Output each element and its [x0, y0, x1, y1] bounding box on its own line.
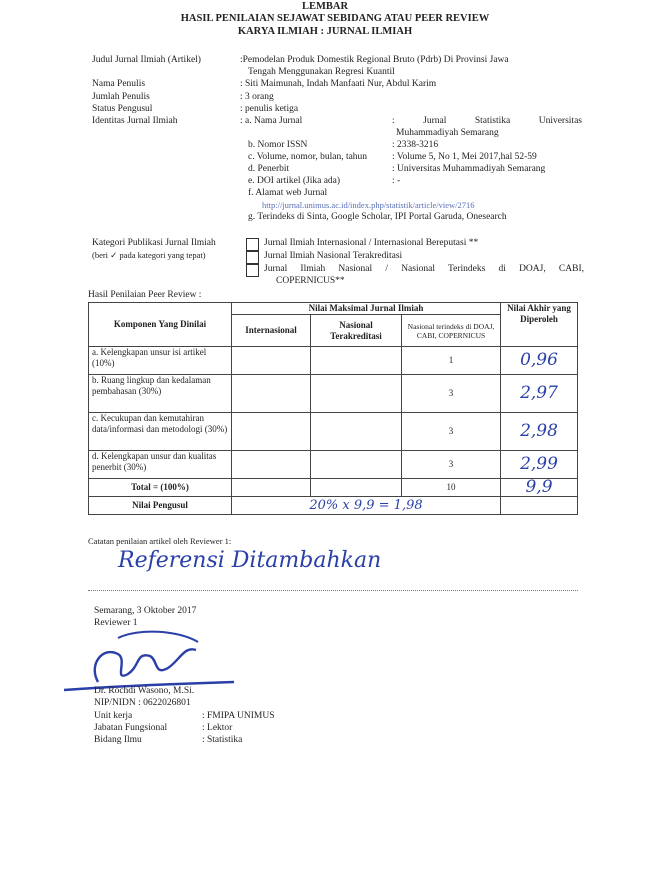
judul-value-2: Tengah Menggunakan Regresi Kuantil — [248, 67, 395, 77]
jumlah-value: : 3 orang — [240, 92, 274, 102]
pengusul-row — [89, 497, 578, 515]
checkbox-internasional[interactable] — [246, 238, 259, 251]
pengusul-value: 20% x 9,9 = 1,98 — [232, 497, 501, 515]
total-max: 10 — [402, 479, 501, 497]
issn-value: : 2338-3216 — [392, 140, 439, 150]
table-row — [89, 413, 578, 451]
opt-nasional-terindeks-1: Jurnal Ilmiah Nasional / Nasional Terindeks di DOAJ, CABI, — [264, 264, 584, 274]
max-cell: 3 — [402, 375, 501, 413]
doi-label: e. DOI artikel (Jika ada) — [248, 176, 341, 186]
komponen-cell: b. Ruang lingkup dan kedalaman pembahasan (30%) — [89, 375, 232, 413]
table-row — [89, 347, 578, 375]
nama-jurnal-value-2: Muhammadiyah Semarang — [396, 128, 499, 138]
header-internasional: Internasional — [232, 315, 311, 347]
penerbit-label: d. Penerbit — [248, 164, 290, 174]
nas-cell — [311, 347, 402, 375]
int-cell — [232, 347, 311, 375]
nama-jurnal-label: : a. Nama Jurnal — [240, 116, 303, 126]
table-row — [89, 375, 578, 413]
catatan-line — [88, 590, 578, 591]
nama-jurnal-value-1: : Jurnal Statistika Universitas — [392, 116, 582, 126]
int-cell — [232, 451, 311, 479]
reviewer-name: Dr. Rochdi Wasono, M.Si. — [94, 686, 195, 696]
opt-nasional-terindeks-2: COPERNICUS** — [276, 276, 345, 286]
total-score: 9,9 — [501, 479, 578, 497]
kategori-hint: (beri ✓ pada kategori yang tepat) — [92, 250, 206, 260]
table-row — [89, 451, 578, 479]
header-lembar: LEMBAR — [301, 1, 349, 12]
web-label: f. Alamat web Jurnal — [248, 188, 328, 198]
jabatan-label: Jabatan Fungsional — [94, 723, 168, 733]
header-subtitle: KARYA ILMIAH : JURNAL ILMIAH — [237, 26, 413, 37]
penulis-value: : Siti Maimunah, Indah Manfaati Nur, Abdul Karim — [240, 79, 437, 89]
penerbit-value: : Universitas Muhammadiyah Semarang — [392, 164, 546, 174]
catatan-label: Catatan penilaian artikel oleh Reviewer 1: — [88, 536, 232, 546]
nas-cell — [311, 413, 402, 451]
score-cell: 0,96 — [501, 347, 578, 375]
header-title: HASIL PENILAIAN SEJAWAT SEBIDANG ATAU PEER REVIEW — [180, 13, 490, 24]
checkbox-nasional-terindeks[interactable] — [246, 264, 259, 277]
kategori-label: Kategori Publikasi Jurnal Ilmiah — [92, 238, 216, 248]
bidang-value: : Statistika — [202, 735, 243, 745]
int-cell — [232, 375, 311, 413]
status-value: : penulis ketiga — [240, 104, 299, 114]
judul-value-1: :Pemodelan Produk Domestik Regional Bruto (Pdrb) Di Provinsi Jawa — [240, 55, 509, 65]
terindeks-label: g. Terindeks di Sinta, Google Scholar, IPI Portal Garuda, Onesearch — [248, 212, 507, 222]
catatan-handwriting: Referensi Ditambahkan — [118, 548, 382, 573]
pengusul-label: Nilai Pengusul — [89, 497, 232, 515]
nas-cell — [311, 479, 402, 497]
penulis-label: Nama Penulis — [92, 79, 146, 89]
header-nasional-terakreditasi: Nasional Terakreditasi — [311, 315, 402, 347]
header-nasional-terindeks: Nasional terindeks di DOAJ, CABI, COPERNICUS — [402, 315, 501, 347]
volume-value: : Volume 5, No 1, Mei 2017,hal 52-59 — [392, 152, 537, 162]
place-date: Semarang, 3 Oktober 2017 — [94, 606, 197, 616]
score-cell: 2,99 — [501, 451, 578, 479]
total-row — [89, 479, 578, 497]
nas-cell — [311, 451, 402, 479]
table-caption: Hasil Penilaian Peer Review : — [88, 290, 202, 300]
opt-nasional-terakreditasi: Jurnal Ilmiah Nasional Terakreditasi — [264, 251, 403, 261]
bidang-label: Bidang Ilmu — [94, 735, 142, 745]
jumlah-label: Jumlah Penulis — [92, 92, 150, 102]
komponen-cell: d. Kelengkapan unsur dan kualitas penerbit (30%) — [89, 451, 232, 479]
checkbox-nasional-terakreditasi[interactable] — [246, 251, 259, 264]
opt-internasional: Jurnal Ilmiah Internasional / Internasional Bereputasi ** — [264, 238, 479, 248]
int-cell — [232, 413, 311, 451]
issn-label: b. Nomor ISSN — [248, 140, 308, 150]
pengusul-empty — [501, 497, 578, 515]
web-link[interactable]: http://jurnal.unimus.ac.id/index.php/statistik/article/view/2716 — [262, 200, 475, 210]
identitas-label: Identitas Jurnal Ilmiah — [92, 116, 178, 126]
score-cell: 2,97 — [501, 375, 578, 413]
header-komponen: Komponen Yang Dinilai — [89, 303, 232, 347]
max-cell: 3 — [402, 413, 501, 451]
doi-value: : - — [392, 176, 401, 186]
volume-label: c. Volume, nomor, bulan, tahun — [248, 152, 368, 162]
jabatan-value: : Lektor — [202, 723, 233, 733]
header-nilai-akhir: Nilai Akhir yang Diperoleh — [501, 303, 578, 347]
max-cell: 1 — [402, 347, 501, 375]
judul-label: Judul Jurnal Ilmiah (Artikel) — [92, 55, 201, 65]
int-cell — [232, 479, 311, 497]
status-label: Status Pengusul — [92, 104, 153, 114]
total-label: Total = (100%) — [89, 479, 232, 497]
reviewer-label: Reviewer 1 — [94, 618, 138, 628]
header-nilai-maks: Nilai Maksimal Jurnal Ilmiah — [232, 303, 501, 315]
nas-cell — [311, 375, 402, 413]
score-table — [88, 302, 578, 515]
score-cell: 2,98 — [501, 413, 578, 451]
unit-value: : FMIPA UNIMUS — [202, 711, 275, 721]
komponen-cell: a. Kelengkapan unsur isi artikel (10%) — [89, 347, 232, 375]
unit-label: Unit kerja — [94, 711, 133, 721]
reviewer-nip: NIP/NIDN : 0622026801 — [94, 698, 191, 708]
komponen-cell: c. Kecukupan dan kemutahiran data/informasi dan metodologi (30%) — [89, 413, 232, 451]
max-cell: 3 — [402, 451, 501, 479]
